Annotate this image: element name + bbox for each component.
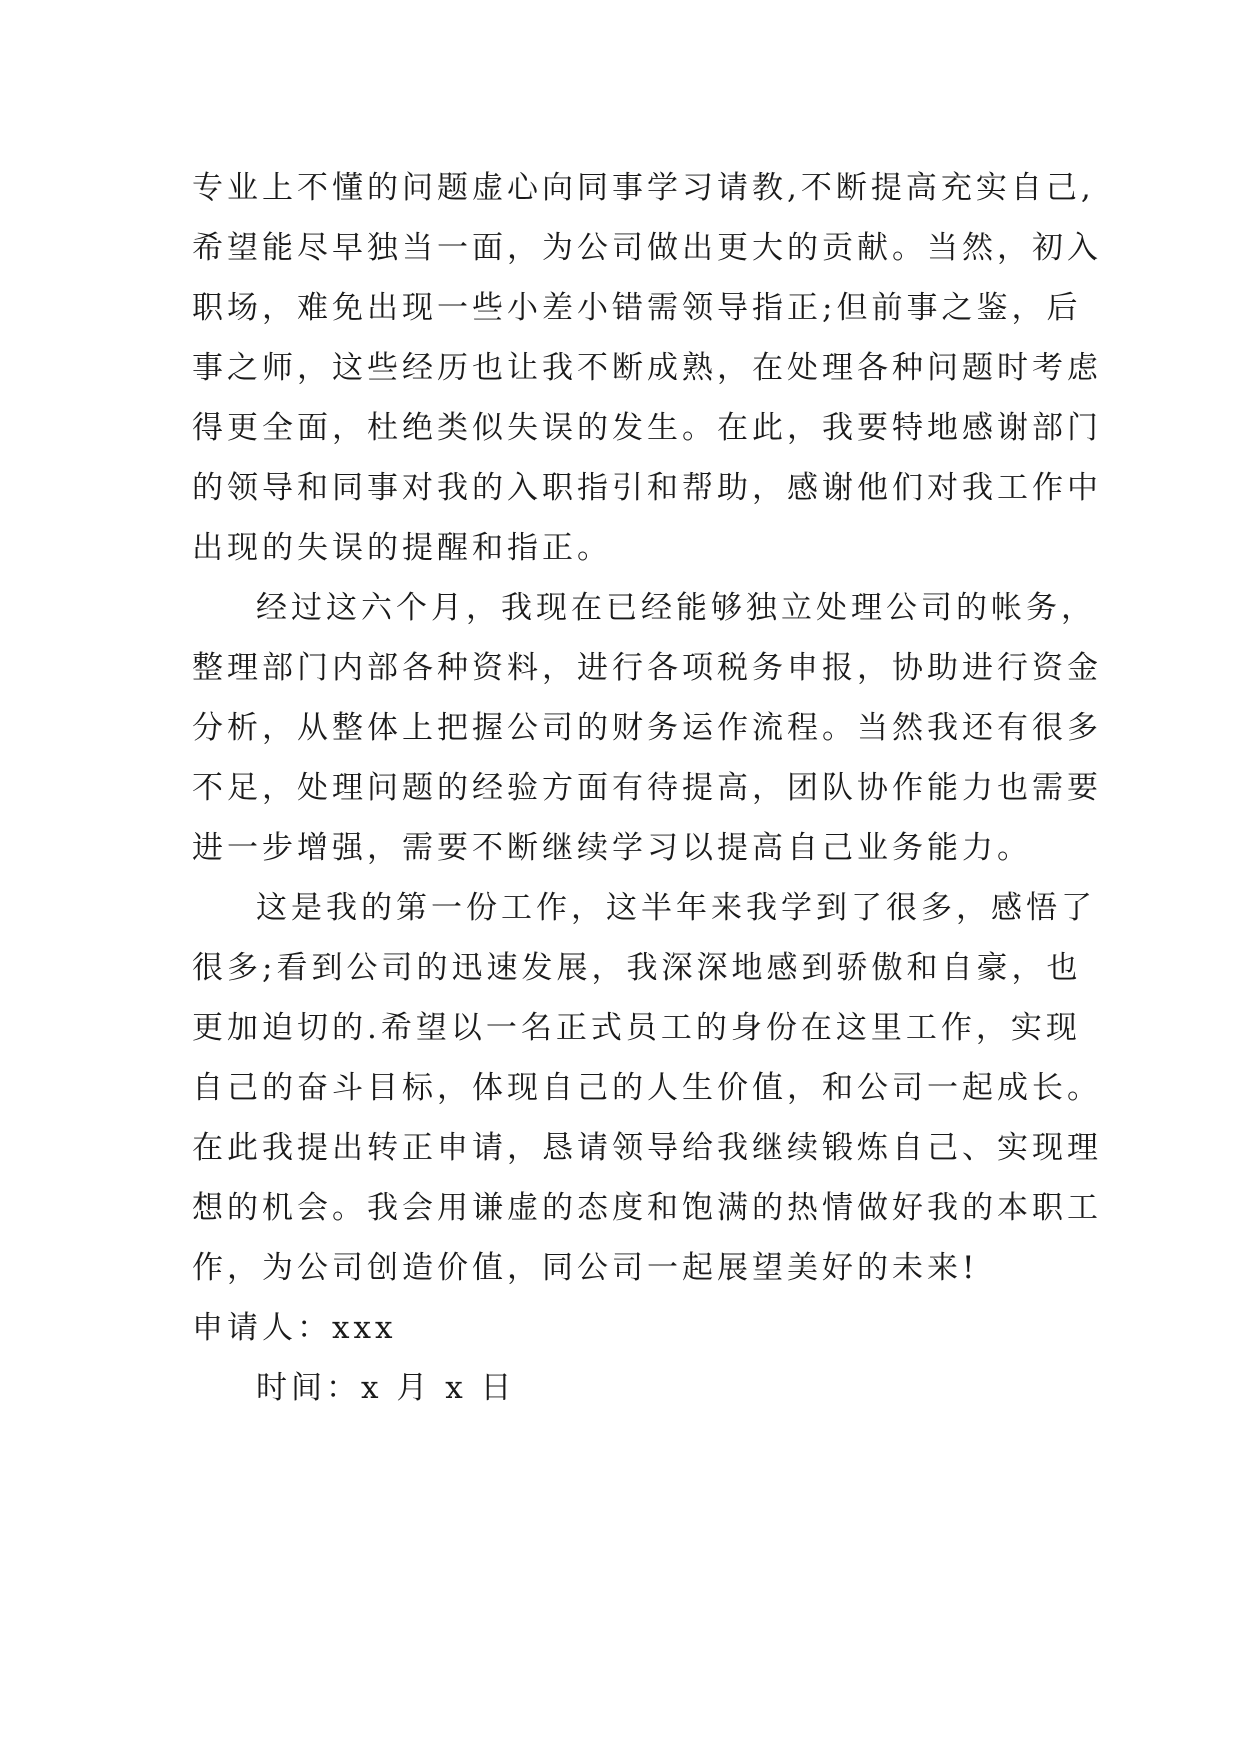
application-date: 时间：x 月 x 日	[256, 1370, 516, 1406]
text-line: 想的机会。我会用谦虚的态度和饱满的热情做好我的本职工	[192, 1190, 1102, 1226]
paragraph-start-line: 经过这六个月，我现在已经能够独立处理公司的帐务，	[256, 590, 1096, 626]
text-line: 专业上不懂的问题虚心向同事学习请教,不断提高充实自己,	[192, 170, 1095, 206]
text-line: 得更全面，杜绝类似失误的发生。在此，我要特地感谢部门	[192, 410, 1102, 446]
text-line: 自己的奋斗目标，体现自己的人生价值，和公司一起成长。	[192, 1070, 1102, 1106]
text-line: 职场，难免出现一些小差小错需领导指正;但前事之鉴，后	[192, 290, 1082, 326]
text-line: 进一步增强，需要不断继续学习以提高自己业务能力。	[192, 830, 1032, 866]
text-line: 事之师，这些经历也让我不断成熟，在处理各种问题时考虑	[192, 350, 1102, 386]
paragraph-start-line: 这是我的第一份工作，这半年来我学到了很多，感悟了	[256, 890, 1096, 926]
text-line: 在此我提出转正申请，恳请领导给我继续锻炼自己、实现理	[192, 1130, 1102, 1166]
applicant-signature: 申请人：xxx	[192, 1310, 397, 1346]
text-line: 出现的失误的提醒和指正。	[192, 530, 612, 566]
text-line: 很多;看到公司的迅速发展，我深深地感到骄傲和自豪，也	[192, 950, 1082, 986]
text-line: 的领导和同事对我的入职指引和帮助，感谢他们对我工作中	[192, 470, 1102, 506]
document-body	[192, 158, 1102, 1418]
text-line: 整理部门内部各种资料，进行各项税务申报，协助进行资金	[192, 650, 1102, 686]
text-line: 分析，从整体上把握公司的财务运作流程。当然我还有很多	[192, 710, 1102, 746]
text-line: 希望能尽早独当一面，为公司做出更大的贡献。当然，初入	[192, 230, 1102, 266]
text-line: 不足，处理问题的经验方面有待提高，团队协作能力也需要	[192, 770, 1102, 806]
text-line: 作，为公司创造价值，同公司一起展望美好的未来!	[192, 1250, 979, 1286]
text-line: 更加迫切的.希望以一名正式员工的身份在这里工作，实现	[192, 1010, 1081, 1046]
